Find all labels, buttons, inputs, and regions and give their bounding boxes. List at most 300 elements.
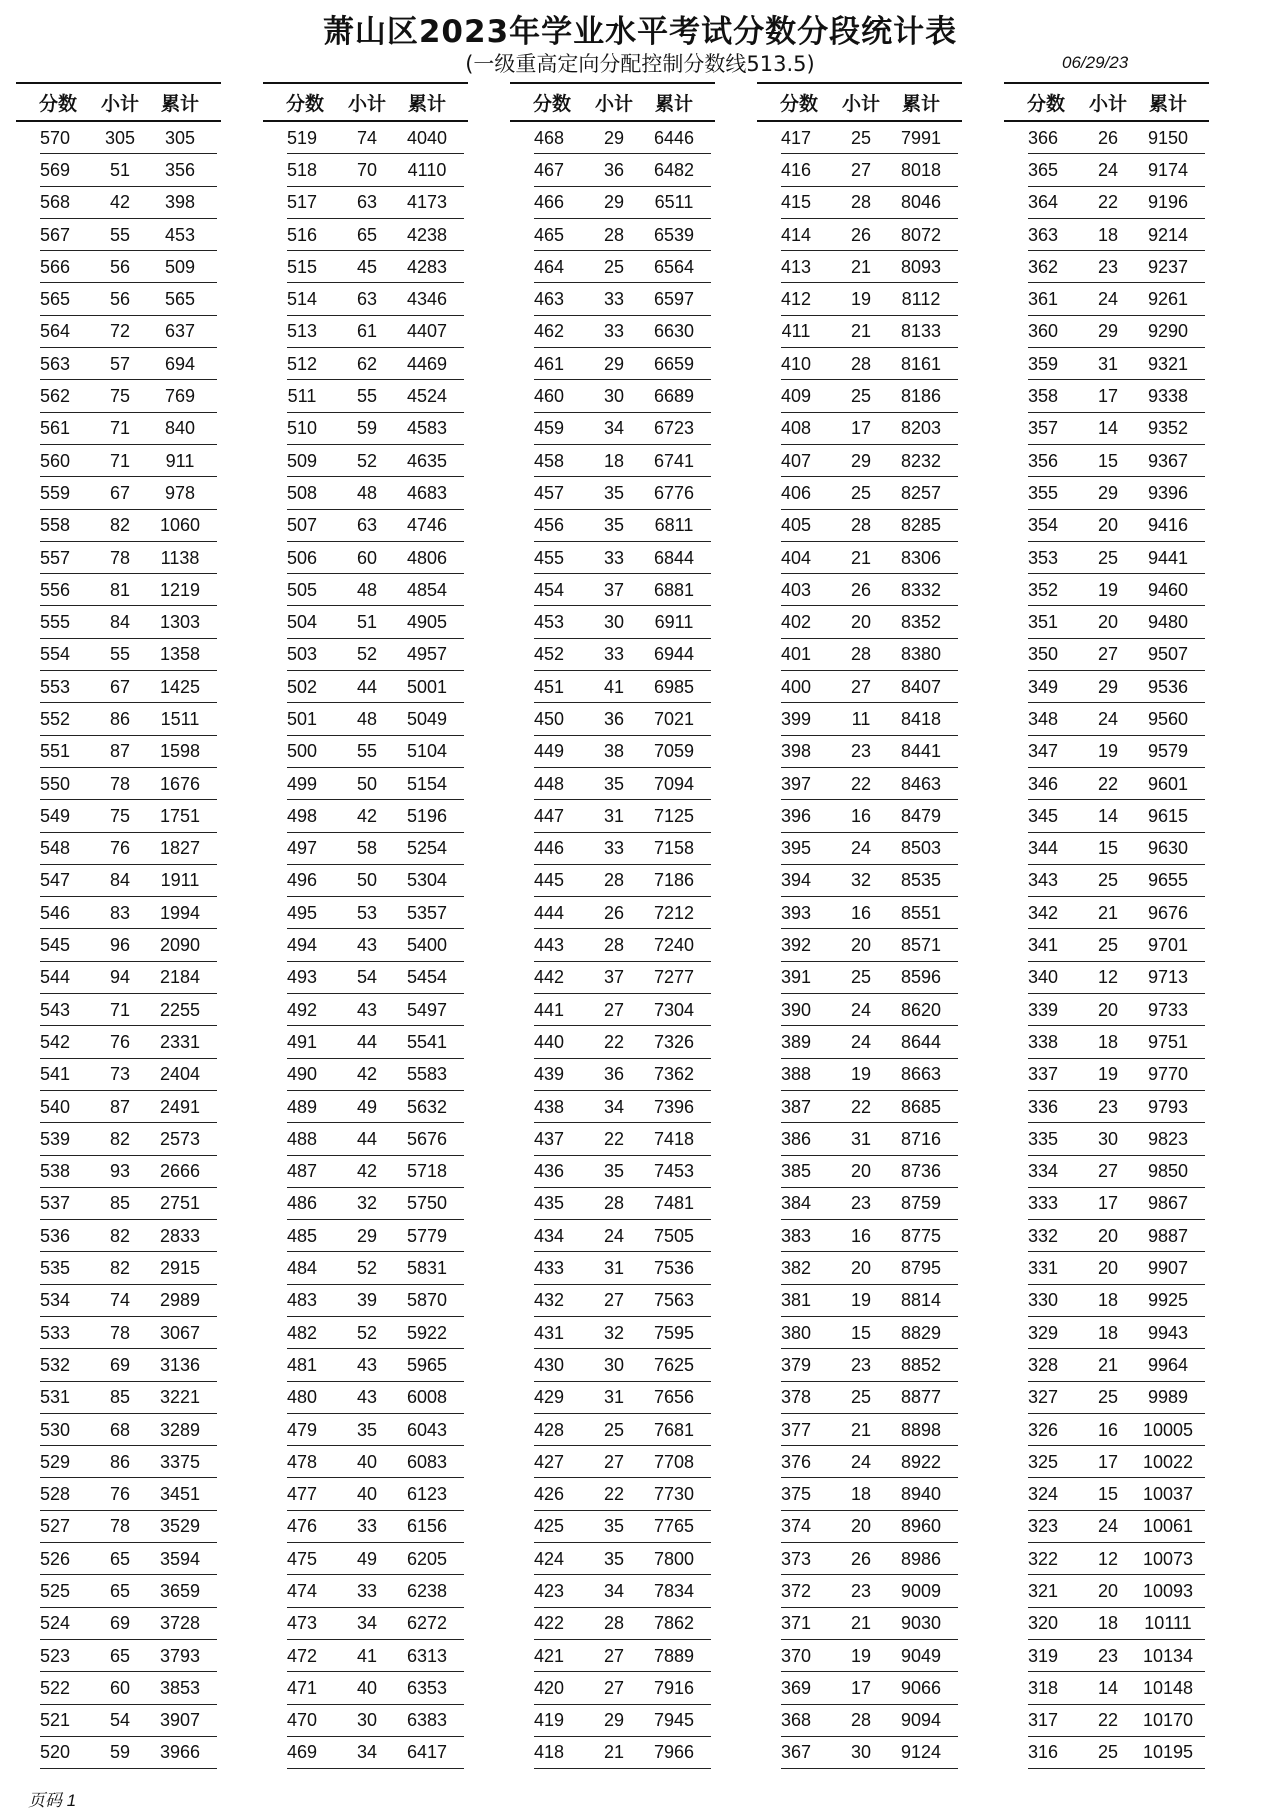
subtotal-cell: 26 bbox=[1097, 127, 1119, 148]
score-cell: 476 bbox=[286, 1516, 318, 1537]
subtotal-cell: 15 bbox=[1097, 450, 1119, 471]
subtotal-cell: 29 bbox=[1097, 482, 1119, 503]
subtotal-cell: 14 bbox=[1097, 418, 1119, 439]
score-cell: 480 bbox=[286, 1387, 318, 1408]
score-cell: 425 bbox=[533, 1516, 565, 1537]
cumulative-cell: 6156 bbox=[406, 1516, 448, 1537]
subtotal-cell: 31 bbox=[603, 1387, 625, 1408]
score-cell: 473 bbox=[286, 1613, 318, 1634]
table-row bbox=[16, 1672, 221, 1704]
subtotal-cell: 48 bbox=[356, 579, 378, 600]
table-row bbox=[757, 1349, 962, 1381]
cumulative-cell: 6985 bbox=[653, 676, 695, 697]
score-cell: 344 bbox=[1027, 838, 1059, 859]
cumulative-cell: 7834 bbox=[653, 1581, 695, 1601]
subtotal-cell: 86 bbox=[109, 1451, 131, 1472]
table-row bbox=[263, 251, 468, 283]
score-cell: 540 bbox=[39, 1096, 71, 1117]
table-row bbox=[1004, 477, 1209, 509]
subtotal-cell: 35 bbox=[356, 1419, 378, 1440]
subtotal-cell: 23 bbox=[1097, 1645, 1119, 1666]
subtotal-cell: 28 bbox=[850, 192, 872, 213]
subtotal-cell: 35 bbox=[603, 1548, 625, 1569]
subtotal-cell: 30 bbox=[1097, 1128, 1119, 1149]
score-cell: 455 bbox=[533, 547, 565, 568]
table-row bbox=[16, 1220, 221, 1252]
cumulative-cell: 8093 bbox=[900, 256, 942, 277]
score-column-5 bbox=[1004, 82, 1209, 1769]
subtotal-cell: 23 bbox=[1097, 1096, 1119, 1117]
score-cell: 378 bbox=[780, 1387, 812, 1408]
subtotal-cell: 50 bbox=[356, 773, 378, 794]
cumulative-cell: 6446 bbox=[653, 127, 695, 148]
cumulative-cell: 8620 bbox=[900, 999, 942, 1020]
score-cell: 376 bbox=[780, 1451, 812, 1472]
subtotal-cell: 19 bbox=[1097, 579, 1119, 600]
subtotal-cell: 31 bbox=[603, 805, 625, 826]
subtotal-cell: 16 bbox=[1097, 1419, 1119, 1440]
table-row bbox=[1004, 703, 1209, 735]
subtotal-cell: 44 bbox=[356, 1031, 378, 1052]
cumulative-cell: 5831 bbox=[406, 1258, 448, 1279]
table-row bbox=[1004, 1382, 1209, 1414]
cumulative-cell: 5357 bbox=[406, 902, 448, 923]
subtotal-cell: 28 bbox=[603, 935, 625, 956]
cumulative-cell: 2255 bbox=[159, 999, 201, 1020]
score-cell: 360 bbox=[1027, 321, 1059, 342]
table-row bbox=[510, 1478, 715, 1510]
header-cumulative: 累计 bbox=[160, 92, 199, 115]
score-cell: 447 bbox=[533, 805, 565, 826]
subtotal-cell: 19 bbox=[850, 1064, 872, 1085]
score-cell: 556 bbox=[39, 579, 71, 600]
score-cell: 497 bbox=[286, 838, 318, 859]
table-row bbox=[263, 413, 468, 445]
score-cell: 318 bbox=[1027, 1677, 1059, 1698]
subtotal-cell: 82 bbox=[109, 1258, 131, 1279]
subtotal-cell: 39 bbox=[356, 1290, 378, 1311]
table-row bbox=[263, 1640, 468, 1672]
cumulative-cell: 7059 bbox=[653, 741, 695, 762]
table-row bbox=[757, 1543, 962, 1575]
table-row bbox=[510, 962, 715, 994]
subtotal-cell: 33 bbox=[603, 289, 625, 310]
cumulative-cell: 9094 bbox=[900, 1710, 942, 1731]
table-row bbox=[16, 1059, 221, 1091]
table-row bbox=[263, 639, 468, 671]
subtotal-cell: 86 bbox=[109, 708, 131, 729]
table-row bbox=[16, 1026, 221, 1058]
subtotal-cell: 78 bbox=[109, 1516, 131, 1537]
cumulative-cell: 7481 bbox=[653, 1193, 695, 1214]
table-row bbox=[263, 703, 468, 735]
cumulative-cell: 9713 bbox=[1147, 967, 1189, 988]
cumulative-cell: 4110 bbox=[407, 159, 447, 180]
subtotal-cell: 48 bbox=[356, 708, 378, 729]
score-cell: 498 bbox=[286, 805, 318, 826]
cumulative-cell: 3594 bbox=[159, 1548, 201, 1569]
cumulative-cell: 7991 bbox=[900, 127, 942, 148]
subtotal-cell: 29 bbox=[603, 353, 625, 374]
table-row bbox=[16, 1446, 221, 1478]
cumulative-cell: 7304 bbox=[653, 999, 695, 1020]
subtotal-cell: 55 bbox=[109, 224, 131, 245]
score-cell: 408 bbox=[780, 418, 812, 439]
column-header bbox=[510, 82, 715, 122]
subtotal-cell: 26 bbox=[603, 902, 625, 923]
table-row bbox=[16, 574, 221, 606]
cumulative-cell: 8736 bbox=[900, 1161, 942, 1182]
table-row bbox=[16, 1156, 221, 1188]
table-row bbox=[510, 1156, 715, 1188]
subtotal-cell: 40 bbox=[356, 1451, 378, 1472]
subtotal-cell: 44 bbox=[356, 676, 378, 697]
subtotal-cell: 28 bbox=[850, 353, 872, 374]
cumulative-cell: 9049 bbox=[900, 1645, 942, 1666]
score-cell: 370 bbox=[780, 1645, 812, 1666]
score-cell: 466 bbox=[533, 192, 565, 213]
subtotal-cell: 24 bbox=[850, 1451, 872, 1472]
subtotal-cell: 54 bbox=[109, 1710, 131, 1731]
score-cell: 432 bbox=[533, 1290, 565, 1311]
table-row bbox=[16, 1608, 221, 1640]
subtotal-cell: 72 bbox=[109, 321, 131, 342]
table-row bbox=[510, 445, 715, 477]
cumulative-cell: 6511 bbox=[654, 192, 694, 213]
subtotal-cell: 78 bbox=[109, 1322, 131, 1343]
subtotal-cell: 81 bbox=[109, 579, 131, 600]
score-cell: 481 bbox=[286, 1354, 318, 1375]
cumulative-cell: 9507 bbox=[1147, 644, 1189, 665]
subtotal-cell: 41 bbox=[603, 676, 625, 697]
cumulative-cell: 4957 bbox=[406, 644, 448, 665]
subtotal-cell: 24 bbox=[850, 838, 872, 859]
cumulative-cell: 6313 bbox=[406, 1645, 448, 1666]
cumulative-cell: 7916 bbox=[653, 1677, 695, 1698]
cumulative-cell: 4407 bbox=[406, 321, 448, 342]
subtotal-cell: 85 bbox=[109, 1193, 131, 1214]
score-cell: 343 bbox=[1027, 870, 1059, 891]
cumulative-cell: 7945 bbox=[653, 1710, 695, 1731]
subtotal-cell: 43 bbox=[356, 999, 378, 1020]
score-cell: 414 bbox=[780, 224, 812, 245]
cumulative-cell: 5676 bbox=[406, 1128, 448, 1149]
cumulative-cell: 9701 bbox=[1147, 935, 1189, 956]
subtotal-cell: 18 bbox=[1097, 224, 1119, 245]
cumulative-cell: 7021 bbox=[653, 708, 695, 729]
subtotal-cell: 34 bbox=[603, 418, 625, 439]
cumulative-cell: 3529 bbox=[159, 1516, 201, 1537]
score-cell: 347 bbox=[1027, 741, 1059, 762]
subtotal-cell: 22 bbox=[603, 1031, 625, 1052]
score-cell: 532 bbox=[39, 1354, 71, 1375]
table-row bbox=[757, 1737, 962, 1769]
subtotal-cell: 30 bbox=[603, 612, 625, 633]
score-cell: 354 bbox=[1027, 515, 1059, 536]
cumulative-cell: 3793 bbox=[159, 1645, 201, 1666]
cumulative-cell: 1911 bbox=[160, 870, 200, 891]
cumulative-cell: 7277 bbox=[653, 967, 695, 988]
table-row bbox=[263, 1059, 468, 1091]
table-row bbox=[757, 833, 962, 865]
score-cell: 334 bbox=[1027, 1161, 1059, 1182]
cumulative-cell: 9214 bbox=[1147, 224, 1189, 245]
score-cell: 350 bbox=[1027, 644, 1059, 665]
table-row bbox=[510, 1737, 715, 1769]
score-cell: 385 bbox=[780, 1161, 812, 1182]
subtotal-cell: 65 bbox=[356, 224, 378, 245]
cumulative-cell: 5154 bbox=[406, 773, 448, 794]
table-row bbox=[16, 1575, 221, 1607]
subtotal-cell: 69 bbox=[109, 1613, 131, 1634]
score-cell: 373 bbox=[780, 1548, 812, 1569]
cumulative-cell: 1676 bbox=[159, 773, 201, 794]
subtotal-cell: 78 bbox=[109, 547, 131, 568]
cumulative-cell: 10134 bbox=[1142, 1645, 1194, 1666]
cumulative-cell: 3067 bbox=[159, 1322, 201, 1343]
subtotal-cell: 27 bbox=[1097, 644, 1119, 665]
cumulative-cell: 3966 bbox=[159, 1742, 201, 1763]
table-row bbox=[1004, 994, 1209, 1026]
table-row bbox=[510, 1349, 715, 1381]
cumulative-cell: 5632 bbox=[406, 1096, 448, 1117]
cumulative-cell: 7396 bbox=[653, 1096, 695, 1117]
cumulative-cell: 3451 bbox=[159, 1484, 201, 1505]
score-cell: 423 bbox=[533, 1581, 565, 1601]
subtotal-cell: 29 bbox=[1097, 676, 1119, 697]
score-cell: 547 bbox=[39, 870, 71, 891]
table-row bbox=[757, 1156, 962, 1188]
cumulative-cell: 9150 bbox=[1147, 127, 1189, 148]
subtotal-cell: 75 bbox=[109, 805, 131, 826]
table-row bbox=[757, 962, 962, 994]
table-row bbox=[263, 1317, 468, 1349]
cumulative-cell: 7186 bbox=[653, 870, 695, 891]
score-cell: 495 bbox=[286, 902, 318, 923]
cumulative-cell: 1138 bbox=[160, 547, 200, 568]
table-row bbox=[510, 219, 715, 251]
cumulative-cell: 8046 bbox=[900, 192, 942, 213]
score-cell: 330 bbox=[1027, 1290, 1059, 1311]
cumulative-cell: 1994 bbox=[159, 902, 201, 923]
subtotal-cell: 20 bbox=[1097, 1258, 1119, 1279]
page-title: 萧山区2023年学业水平考试分数分段统计表 bbox=[322, 14, 958, 50]
subtotal-cell: 14 bbox=[1097, 805, 1119, 826]
score-cell: 364 bbox=[1027, 192, 1059, 213]
score-cell: 333 bbox=[1027, 1193, 1059, 1214]
score-cell: 493 bbox=[286, 967, 318, 988]
score-cell: 490 bbox=[286, 1064, 318, 1085]
cumulative-cell: 6630 bbox=[653, 321, 695, 342]
cumulative-cell: 3907 bbox=[159, 1710, 201, 1731]
cumulative-cell: 9630 bbox=[1147, 838, 1189, 859]
score-cell: 527 bbox=[39, 1516, 71, 1537]
cumulative-cell: 9655 bbox=[1147, 870, 1189, 891]
score-cell: 451 bbox=[533, 676, 565, 697]
cumulative-cell: 9290 bbox=[1147, 321, 1189, 342]
score-cell: 396 bbox=[780, 805, 812, 826]
subtotal-cell: 25 bbox=[1097, 1742, 1119, 1763]
table-row bbox=[16, 122, 221, 154]
score-cell: 439 bbox=[533, 1064, 565, 1085]
cumulative-cell: 6353 bbox=[406, 1677, 448, 1698]
table-row bbox=[1004, 154, 1209, 186]
cumulative-cell: 1303 bbox=[159, 612, 201, 633]
subtotal-cell: 42 bbox=[356, 1161, 378, 1182]
subtotal-cell: 25 bbox=[1097, 870, 1119, 891]
cumulative-cell: 8759 bbox=[900, 1193, 942, 1214]
score-cell: 550 bbox=[39, 773, 71, 794]
score-cell: 491 bbox=[286, 1031, 318, 1052]
table-row bbox=[510, 316, 715, 348]
table-row bbox=[16, 1317, 221, 1349]
header-cumulative: 累计 bbox=[1148, 92, 1187, 115]
table-row bbox=[263, 122, 468, 154]
table-row bbox=[510, 1446, 715, 1478]
table-row bbox=[757, 542, 962, 574]
table-row bbox=[1004, 1349, 1209, 1381]
subtotal-cell: 54 bbox=[356, 967, 378, 988]
table-row bbox=[510, 1188, 715, 1220]
table-row bbox=[1004, 1091, 1209, 1123]
score-cell: 431 bbox=[533, 1322, 565, 1343]
subtotal-cell: 14 bbox=[1097, 1677, 1119, 1698]
subtotal-cell: 16 bbox=[850, 902, 872, 923]
cumulative-cell: 9887 bbox=[1147, 1225, 1189, 1246]
cumulative-cell: 911 bbox=[165, 450, 195, 471]
table-row bbox=[16, 154, 221, 186]
table-row bbox=[263, 606, 468, 638]
score-cell: 417 bbox=[780, 127, 812, 148]
cumulative-cell: 6008 bbox=[406, 1387, 448, 1408]
cumulative-cell: 7158 bbox=[653, 838, 695, 859]
score-cell: 564 bbox=[39, 321, 71, 342]
cumulative-cell: 5922 bbox=[406, 1322, 448, 1343]
cumulative-cell: 9536 bbox=[1147, 676, 1189, 697]
table-row bbox=[510, 1414, 715, 1446]
cumulative-cell: 9907 bbox=[1147, 1258, 1189, 1279]
subtotal-cell: 55 bbox=[109, 644, 131, 665]
cumulative-cell: 8986 bbox=[900, 1548, 942, 1569]
table-row bbox=[263, 1156, 468, 1188]
score-cell: 403 bbox=[780, 579, 812, 600]
cumulative-cell: 10022 bbox=[1142, 1451, 1194, 1472]
cumulative-cell: 7563 bbox=[653, 1290, 695, 1311]
score-cell: 410 bbox=[780, 353, 812, 374]
table-row bbox=[757, 768, 962, 800]
cumulative-cell: 2989 bbox=[159, 1290, 201, 1311]
table-row bbox=[263, 1123, 468, 1155]
subtotal-cell: 24 bbox=[1097, 289, 1119, 310]
cumulative-cell: 4040 bbox=[406, 127, 448, 148]
subtotal-cell: 35 bbox=[603, 482, 625, 503]
cumulative-cell: 10005 bbox=[1142, 1419, 1194, 1440]
subtotal-cell: 38 bbox=[603, 741, 625, 762]
subtotal-cell: 33 bbox=[603, 321, 625, 342]
cumulative-cell: 5304 bbox=[406, 870, 448, 891]
subtotal-cell: 71 bbox=[109, 999, 131, 1020]
table-row bbox=[757, 1059, 962, 1091]
score-cell: 555 bbox=[39, 612, 71, 633]
column-header bbox=[263, 82, 468, 122]
cumulative-cell: 4583 bbox=[406, 418, 448, 439]
subtotal-cell: 15 bbox=[850, 1322, 872, 1343]
score-cell: 526 bbox=[39, 1548, 71, 1569]
table-row bbox=[757, 1252, 962, 1284]
score-cell: 411 bbox=[781, 321, 811, 342]
score-cell: 381 bbox=[780, 1290, 812, 1311]
cumulative-cell: 9964 bbox=[1147, 1354, 1189, 1375]
subtotal-cell: 20 bbox=[1097, 1581, 1119, 1601]
subtotal-cell: 20 bbox=[1097, 1225, 1119, 1246]
cumulative-cell: 5049 bbox=[406, 708, 448, 729]
score-cell: 562 bbox=[39, 386, 71, 407]
score-cell: 392 bbox=[780, 935, 812, 956]
table-row bbox=[263, 1672, 468, 1704]
header-score: 分数 bbox=[1026, 92, 1065, 115]
table-row bbox=[263, 445, 468, 477]
table-row bbox=[263, 1349, 468, 1381]
cumulative-cell: 5104 bbox=[406, 741, 448, 762]
score-cell: 441 bbox=[533, 999, 565, 1020]
table-row bbox=[16, 897, 221, 929]
score-cell: 391 bbox=[780, 967, 812, 988]
score-column-4 bbox=[757, 82, 962, 1769]
table-row bbox=[16, 833, 221, 865]
cumulative-cell: 9850 bbox=[1147, 1161, 1189, 1182]
table-row bbox=[510, 1705, 715, 1737]
subtotal-cell: 12 bbox=[1097, 967, 1119, 988]
cumulative-cell: 3289 bbox=[159, 1419, 201, 1440]
score-cell: 486 bbox=[286, 1193, 318, 1214]
subtotal-cell: 71 bbox=[109, 450, 131, 471]
cumulative-cell: 305 bbox=[164, 127, 196, 148]
score-cell: 452 bbox=[533, 644, 565, 665]
table-row bbox=[510, 1543, 715, 1575]
table-row bbox=[510, 154, 715, 186]
score-cell: 457 bbox=[533, 482, 565, 503]
score-cell: 513 bbox=[286, 321, 318, 342]
subtotal-cell: 43 bbox=[356, 935, 378, 956]
table-row bbox=[757, 1123, 962, 1155]
subtotal-cell: 59 bbox=[356, 418, 378, 439]
table-row bbox=[1004, 1640, 1209, 1672]
score-cell: 566 bbox=[39, 256, 71, 277]
cumulative-cell: 769 bbox=[164, 386, 196, 407]
score-cell: 320 bbox=[1027, 1613, 1059, 1634]
subtotal-cell: 73 bbox=[109, 1064, 131, 1085]
score-cell: 357 bbox=[1027, 418, 1059, 439]
table-row bbox=[510, 833, 715, 865]
table-row bbox=[16, 768, 221, 800]
table-row bbox=[1004, 380, 1209, 412]
score-cell: 332 bbox=[1027, 1225, 1059, 1246]
table-row bbox=[1004, 348, 1209, 380]
score-cell: 449 bbox=[533, 741, 565, 762]
score-cell: 340 bbox=[1027, 967, 1059, 988]
score-cell: 505 bbox=[286, 579, 318, 600]
score-cell: 389 bbox=[780, 1031, 812, 1052]
cumulative-cell: 10073 bbox=[1142, 1548, 1194, 1569]
score-cell: 514 bbox=[286, 289, 318, 310]
subtotal-cell: 32 bbox=[603, 1322, 625, 1343]
subtotal-cell: 19 bbox=[1097, 1064, 1119, 1085]
cumulative-cell: 9615 bbox=[1147, 805, 1189, 826]
table-row bbox=[510, 542, 715, 574]
cumulative-cell: 3659 bbox=[159, 1581, 201, 1601]
score-cell: 460 bbox=[533, 386, 565, 407]
score-cell: 534 bbox=[39, 1290, 71, 1311]
